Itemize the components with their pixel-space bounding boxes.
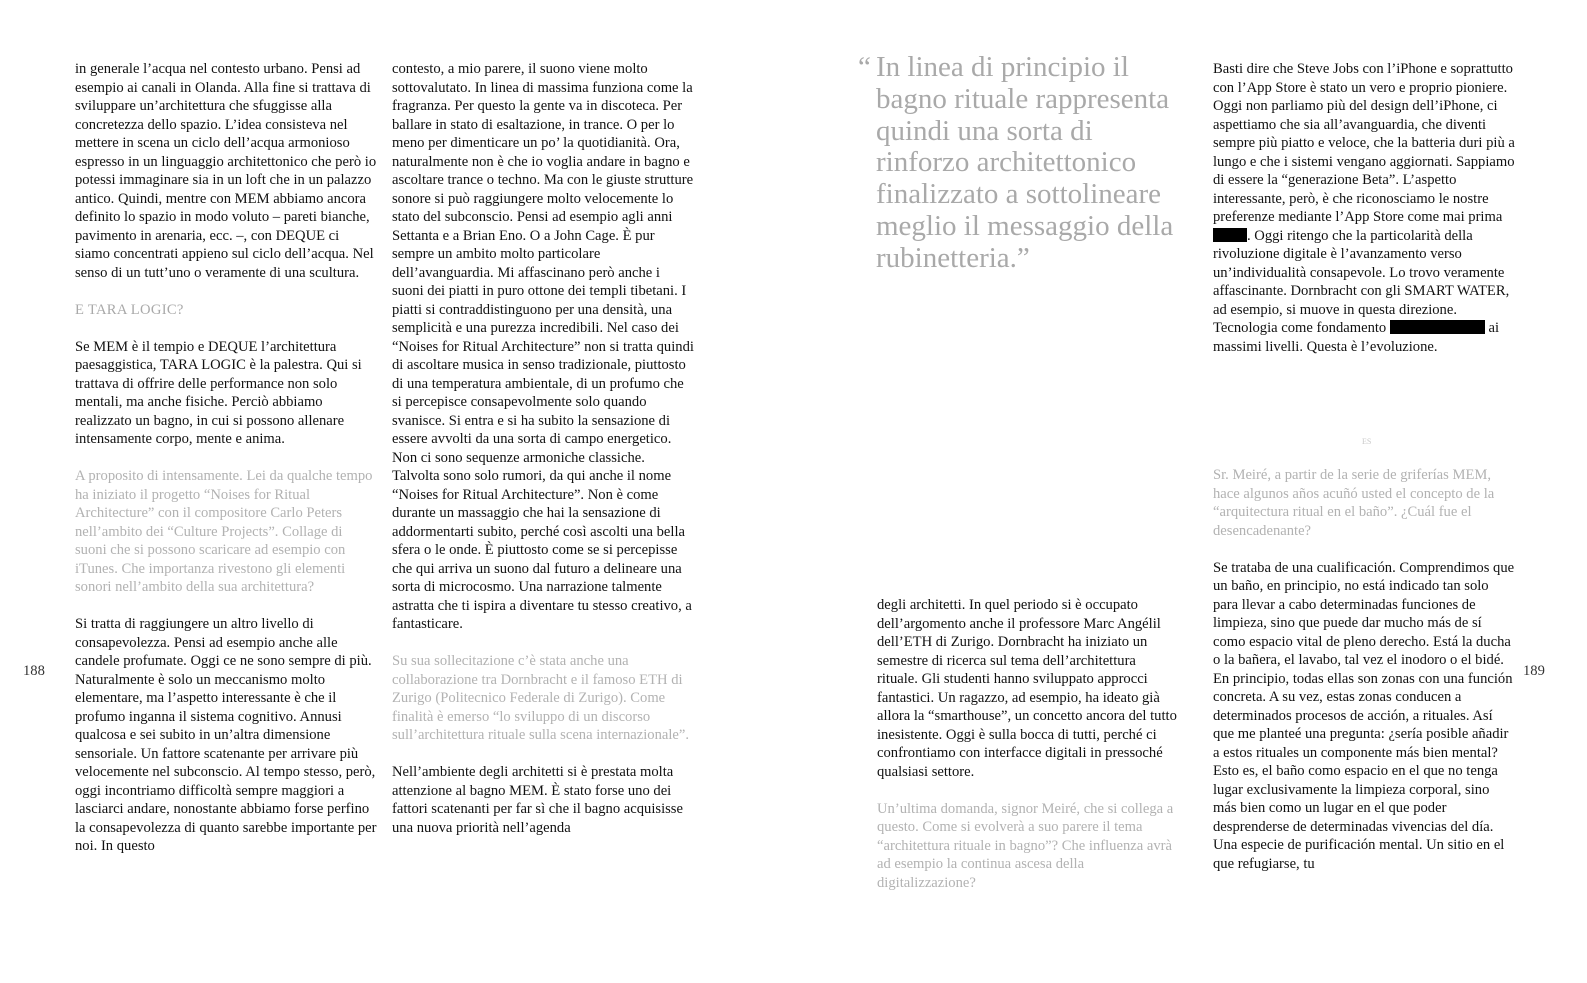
page-number-right: 189 [1523,663,1545,679]
interview-question: Un’ultima domanda, signor Meiré, che si collega a questo. Come si evolverà a suo parere il tema “architettura rituale in bagno”? Che influenza avrà ad esempio la continua ascesa della digitalizzazione? [877,800,1174,891]
body-paragraph: contesto, a mio parere, il suono viene molto sottovalutato. In linea di massima funziona come la fragranza. Per questo la gente va in discoteca. Per ballare in stato di esaltazione, in trance. O per lo meno per dimenticare un po’ la quotidianità. Ora, naturalmente non è che io voglia andare in bagno e ascoltare trance o techno. Ma con le giuste strutture sonore si può raggiungere molto velocemente lo stato del subconscio. Pensi ad esempio agli anni Settanta e a Brian Eno. O a John Cage. È pur sempre un ambito molto particolare dell’avanguardia. Mi affascinano però anche i suoni dei piatti in puro ottone dei templi tibetani. I piatti si contraddistinguono per una densità, una semplicità e una purezza incredibili. Nel caso dei “Noises for Ritual Architecture” non si tratta quindi di ascoltare musica in senso tradizionale, piuttosto di una temperatura ambientale, di un profumo che si percepisce consapevolmente solo quando svanisce. Si entra e si ha subito la sensazione di essere avvolti da una sorta di campo energetico. Non ci sono sequenze armoniche classiche. Talvolta sono solo rumori, da qui anche il nome “Noises for Ritual Architecture”. Non è come durante un massaggio che hai la sensazione di addormentarti subito, perché così ascolti una bella sfera o le onde. È piuttosto come se si percepisse che qui arriva un suono dal futuro a delineare una sorta di microcosmo. Una narrazione talmente astratta che ti ispira a diventare tu stesso creativo, a fantasticare. [392,61,694,632]
interview-question: A proposito di intensamente. Lei da qualche tempo ha iniziato il progetto “Noises for Ritual Architecture” con il compositore Carlo Peters nell’ambito dei “Culture Projects”. Collage di suoni che si possono scaricare ad esempio con iTunes. Che importanza rivestono gli elementi sonori nell’ambito della sua architettura? [75,468,373,595]
column-3 [877,596,1179,892]
column-2 [392,60,694,837]
body-paragraph: degli architetti. In quel periodo si è occupato dell’argomento anche il professore Marc Angélil dell’ETH di Zurigo. Dornbracht ha iniziato un semestre di ricerca sul tema dell’architettura rituale. Gli studenti hanno sviluppato approcci fantastici. Un ragazzo, ad esempio, ha ideato già allora la “smarthouse”, un concetto ancora del tutto inesistente. Oggi è sulla bocca di tutti, perché ci confrontiamo con interfacce digitali in pressoché qualsiasi settore. [877,597,1177,780]
body-paragraph: Se trataba de una cualificación. Comprendimos que un baño, en principio, no está indicado tan solo para llevar a cabo determinadas funciones de limpieza, sino que puede dar mucho más de sí como espacio vital de pleno derecho. Está la ducha o la bañera, el lavabo, tal vez el inodoro o el bidé. En principio, todas ellas son zonas con una función concreta. A su vez, estas zonas conducen a determinados procesos de acción, a rituales. Así que me planteé una pregunta: ¿sería posible añadir a estos rituales un componente más bien mental? Esto es, el baño como espacio en el que no tenga lugar exclusivamente la limpieza corporal, sino más bien como un lugar en el que poder desprenderse de determinadas vivencias del día. Una especie de purificación mental. Un sitio en el que refugiarse, tu [1213,559,1515,872]
body-paragraph: Basti dire che Steve Jobs con l’iPhone e soprattutto con l’App Store è stato un vero e proprio pioniere. Oggi non parliamo più del design dell’iPhone, ci aspettiamo che sia all’avanguardia, che diventi sempre più piatto e veloce, che la batteria duri più a lungo e che i sistemi vengano aggiornati. Sappiamo di essere la “generazione Beta”. L’aspetto interessante, però, è che riconosciamo le nostre preferenze mediante l’App Store come mai prima . Oggi ritengo che la particolarità della rivoluzione digitale è l’avanzamento verso un’individualità consapevole. Lo trovo veramente affascinante. Dornbracht con gli SMART WATER, ad esempio, si muove in questa direzione. Tecnologia come fondamento ai massimi livelli. Questa è l’evoluzione. [1213,61,1515,355]
body-paragraph: Se MEM è il tempio e DEQUE l’architettura paesaggistica, TARA LOGIC è la palestra. Qui si trattava di offrire delle performance non solo mentali, ma anche fisiche. Perciò abbiamo realizzato un bagno, in cui si possono allenare intensamente corpo, mente e anima. [75,338,362,447]
column-4-top [1213,60,1515,356]
redaction-block [1213,228,1247,242]
pull-quote [858,51,1176,275]
section-heading: E TARA LOGIC? [75,301,184,318]
body-paragraph: Si tratta di raggiungere un altro livello di consapevolezza. Pensi ad esempio anche alle candele profumate. Oggi ce ne sono sempre di più. Naturalmente è solo un meccanismo molto elementare, ma l’aspetto interessante è che il profumo inganna il sistema cognitivo. Annusi qualcosa e sei subito in un’altra dimensione sensoriale. Un fattore scatenante per arrivare più velocemente nel subconscio. Al tempo stesso, però, oggi incontriamo difficoltà sempre maggiori a lasciarci andare, nonostante abbiamo forse perfino la consapevolezza di quanto sarebbe importante per noi. In questo [75,616,377,854]
page-number-left: 188 [23,663,45,679]
language-separator: ES [1362,437,1372,446]
interview-question: Sr. Meiré, a partir de la serie de griferías MEM, hace algunos años acuñó usted el concepto de la “arquitectura ritual en el baño”. ¿Cuál fue el desencadenante? [1213,467,1495,539]
column-4-bottom [1213,466,1515,873]
body-paragraph: in generale l’acqua nel contesto urbano. Pensi ad esempio ai canali in Olanda. Alla fine si trattava di sviluppare un’architettura che sfuggisse alla concretezza dello spazio. L’idea consisteva nel mettere in scena un ciclo dell’acqua armonioso espresso in un linguaggio architettonico che però io potessi immaginare sia in un loft che in un palazzo antico. Quindi, mentre con MEM abbiamo ancora definito lo spazio in modo voluto – pareti bianche, pavimento in arenaria, ecc. –, con DEQUE ci siamo concentrati appieno sul ciclo dell’acqua. Nel senso di un tutt’uno o veramente di una scultura. [75,61,377,281]
pull-quote-text: In linea di principio il bagno rituale rappresenta quindi una sorta di rinforzo architettonico finalizzato a sottolineare meglio il messaggio della rubinetteria.” [876,51,1174,274]
column-1 [75,60,377,856]
pull-quote-open-mark: “ [858,51,871,83]
interview-question: Su sua sollecitazione c’è stata anche una collaborazione tra Dornbracht e il famoso ETH di Zurigo (Politecnico Federale di Zurigo). Come finalità è emerso “lo sviluppo di un discorso sull’architettura rituale sulla scena internazionale”. [392,653,690,743]
body-paragraph: Nell’ambiente degli architetti si è prestata molta attenzione al bagno MEM. È stato forse uno dei fattori scatenanti per far sì che il bagno acquisisse una nuova priorità nell’agenda [392,764,683,836]
redaction-block [1390,320,1485,334]
